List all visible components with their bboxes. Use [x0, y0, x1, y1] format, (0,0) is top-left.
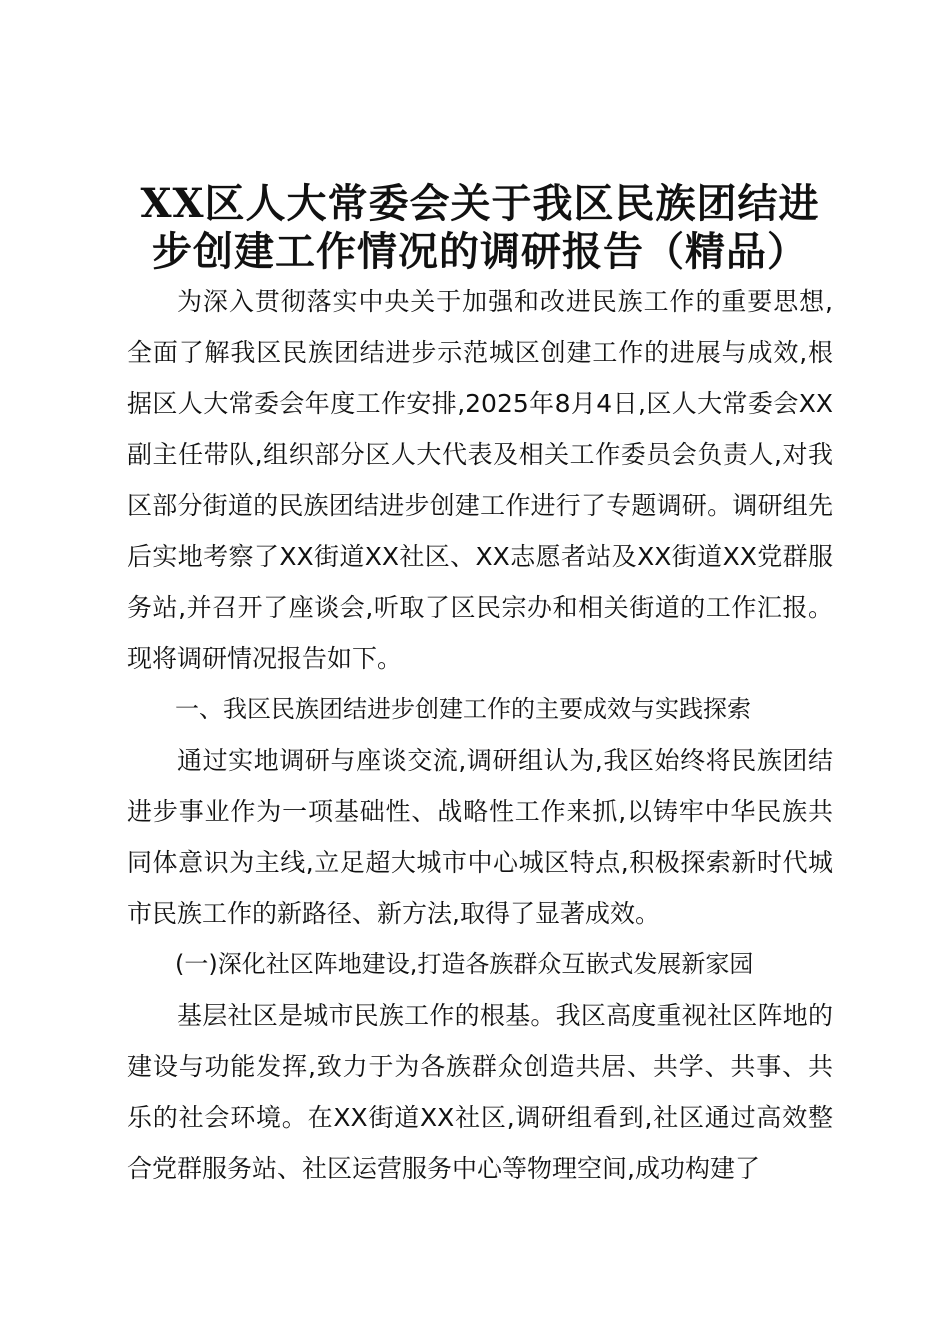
- section-heading-1: 一、我区民族团结进步创建工作的主要成效与实践探索: [175, 695, 751, 723]
- document-body: [127, 276, 833, 1194]
- subsection-heading-1: (一)深化社区阵地建设,打造各族群众互嵌式发展新家园: [175, 950, 754, 978]
- section-1-paragraph: 通过实地调研与座谈交流,调研组认为,我区始终将民族团结进步事业作为一项基础性、战略性工作来抓,以铸牢中华民族共同体意识为主线,立足超大城市中心城区特点,积极探索新时代城市民族工作的新路径、新方法,取得了显著成效。: [127, 746, 833, 928]
- subsection-1-paragraph: 基层社区是城市民族工作的根基。我区高度重视社区阵地的建设与功能发挥,致力于为各族群众创造共居、共学、共事、共乐的社会环境。在XX街道XX社区,调研组看到,社区通过高效整合党群服务站、社区运营服务中心等物理空间,成功构建了: [127, 1001, 833, 1183]
- document-title: XX区人大常委会关于我区民族团结进步创建工作情况的调研报告（精品）: [140, 180, 820, 275]
- intro-paragraph: 为深入贯彻落实中央关于加强和改进民族工作的重要思想,全面了解我区民族团结进步示范城区创建工作的进展与成效,根据区人大常委会年度工作安排,2025年8月4日,区人大常委会XX副主任带队,组织部分区人大代表及相关工作委员会负责人,对我区部分街道的民族团结进步创建工作进行了专题调研。调研组先后实地考察了XX街道XX社区、XX志愿者站及XX街道XX党群服务站,并召开了座谈会,听取了区民宗办和相关街道的工作汇报。现将调研情况报告如下。: [127, 287, 833, 673]
